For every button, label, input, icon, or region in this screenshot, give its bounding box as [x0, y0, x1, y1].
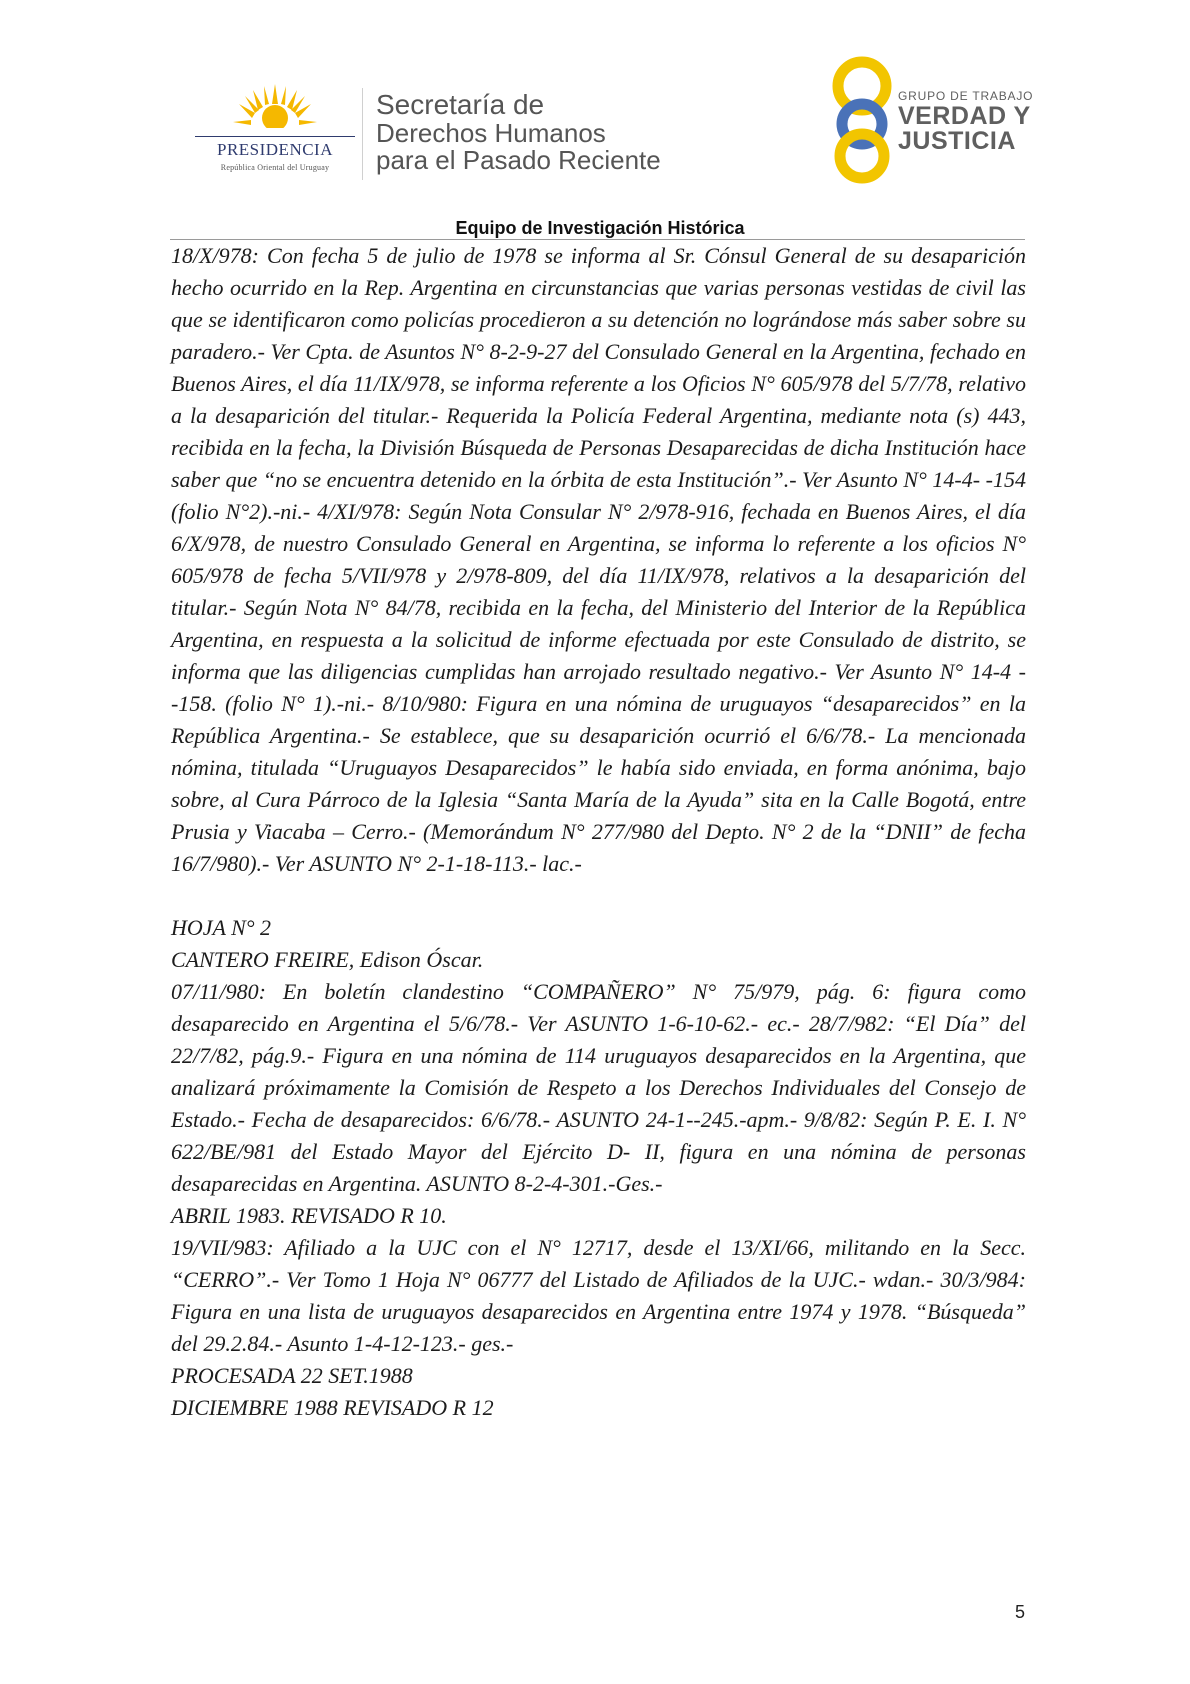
secretaria-logo-text — [376, 90, 661, 174]
page-header — [0, 0, 1190, 200]
secretaria-line-1: Secretaría de — [376, 89, 545, 120]
revision-abril: ABRIL 1983. REVISADO R 10. — [171, 1203, 447, 1228]
document-body — [171, 240, 1026, 1424]
page-number: 5 — [1015, 1602, 1026, 1622]
secretaria-line-3: para el Pasado Reciente — [376, 145, 661, 175]
grupo-line-3: JUSTICIA — [898, 127, 1016, 155]
paragraph-3: 19/VII/983: Afiliado a la UJC con el N° 12717, desde el 13/XI/66, militando en la Secc. “CERRO”.- Ver Tomo 1 Hoja N° 06777 del Listado de Afiliados de la UJC.- wdan.- 30/3/984: Figura en una lista de uruguayos desaparecidos en Argentina entre 1974 y 1978. “Búsqueda” del 29.2.84.- Asunto 1-4-12-123.- ges.- — [171, 1235, 1026, 1356]
subject-name: CANTERO FREIRE, Edison Óscar. — [171, 947, 484, 972]
procesada-line: PROCESADA 22 SET.1988 — [171, 1363, 413, 1388]
presidencia-logo — [195, 82, 355, 182]
paragraph-1: 18/X/978: Con fecha 5 de julio de 1978 se informa al Sr. Cónsul General de su desaparición hecho ocurrido en la Rep. Argentina en circunstancias que varias personas vestidas de civil las que se identificaron como policías procedieron a su detención no lográndose más saber sobre su paradero.- Ver Cpta. de Asuntos N° 8-2-9-27 del Consulado General en la Argentina, fechado en Buenos Aires, el día 11/IX/978, se informa referente a los Oficios N° 605/978 del 5/7/78, relativo a la desaparición del titular.- Requerida la Policía Federal Argentina, mediante nota (s) 443, recibida en la fecha, la División Búsqueda de Personas Desaparecidas de dicha Institución hace saber que “no se encuentra detenido en la órbita de esta Institución”.- Ver Asunto N° 14-4- -154 (folio N°2).-ni.- 4/XI/978: Según Nota Consular N° 2/978-916, fechada en Buenos Aires, el día 6/X/978, de nuestro Consulado General en Argentina, se informa lo referente a los oficios N° 605/978 de fecha 5/VII/978 y 2/978-809, del día 11/IX/978, relativos a la desaparición del titular.- Según Nota N° 84/78, recibida en la fecha, del Ministerio del Interior de la República Argentina, en respuesta a la solicitud de informe efectuada por este Consulado de distrito, se informa que las diligencias cumplidas han arrojado resultado negativo.- Ver Asunto N° 14-4 - -158. (folio N° 1).-ni.- 8/10/980: Figura en una nómina de uruguayos “desaparecidos” en la República Argentina.- Se establece, que su desaparición ocurrió el 6/6/78.- La mencionada nómina, titulada “Uruguayos Desaparecidos” le había sido enviada, en forma anónima, bajo sobre, al Cura Párroco de la Iglesia “Santa María de la Ayuda” sita en la Calle Bogotá, entre Prusia y Viacaba – Cerro.- (Memorándum N° 277/980 del Depto. N° 2 de la “DNII” de fecha 16/7/980).- Ver ASUNTO N° 2-1-18-113.- lac.- — [171, 243, 1026, 876]
presidencia-subtitle: República Oriental del Uruguay — [220, 163, 330, 172]
paragraph-gap — [171, 880, 1026, 912]
grupo-trabajo-text — [898, 88, 1033, 154]
presidencia-name: PRESIDENCIA — [216, 140, 333, 159]
header-divider — [362, 88, 363, 180]
presidencia-divider — [195, 136, 355, 137]
sun-emblem-icon — [233, 82, 317, 138]
team-title: Equipo de Investigación Histórica — [455, 218, 745, 238]
revision-diciembre: DICIEMBRE 1988 REVISADO R 12 — [171, 1395, 494, 1420]
secretaria-line-2: Derechos Humanos — [376, 118, 606, 148]
grupo-line-1: GRUPO DE TRABAJO — [898, 89, 1034, 103]
paragraph-2: 07/11/980: En boletín clandestino “COMPAÑERO” N° 75/979, pág. 6: figura como desaparecido en Argentina el 5/6/78.- Ver ASUNTO 1-6-10-62.- ec.- 28/7/982: “El Día” del 22/7/82, pág.9.- Figura en una nómina de 114 uruguayos desaparecidos en la Argentina, que analizará próximamente la Comisión de Respeto a los Derechos Individuales del Consejo de Estado.- Fecha de desaparecidos: 6/6/78.- ASUNTO 24-1--245.-apm.- 9/8/82: Según P. E. I. N° 622/BE/981 del Estado Mayor del Ejército D- II, figura en una nómina de personas desaparecidas en Argentina. ASUNTO 8-2-4-301.-Ges.- — [171, 979, 1026, 1196]
grupo-line-2: VERDAD Y — [898, 102, 1031, 130]
hoja-label: HOJA N° 2 — [171, 915, 272, 940]
